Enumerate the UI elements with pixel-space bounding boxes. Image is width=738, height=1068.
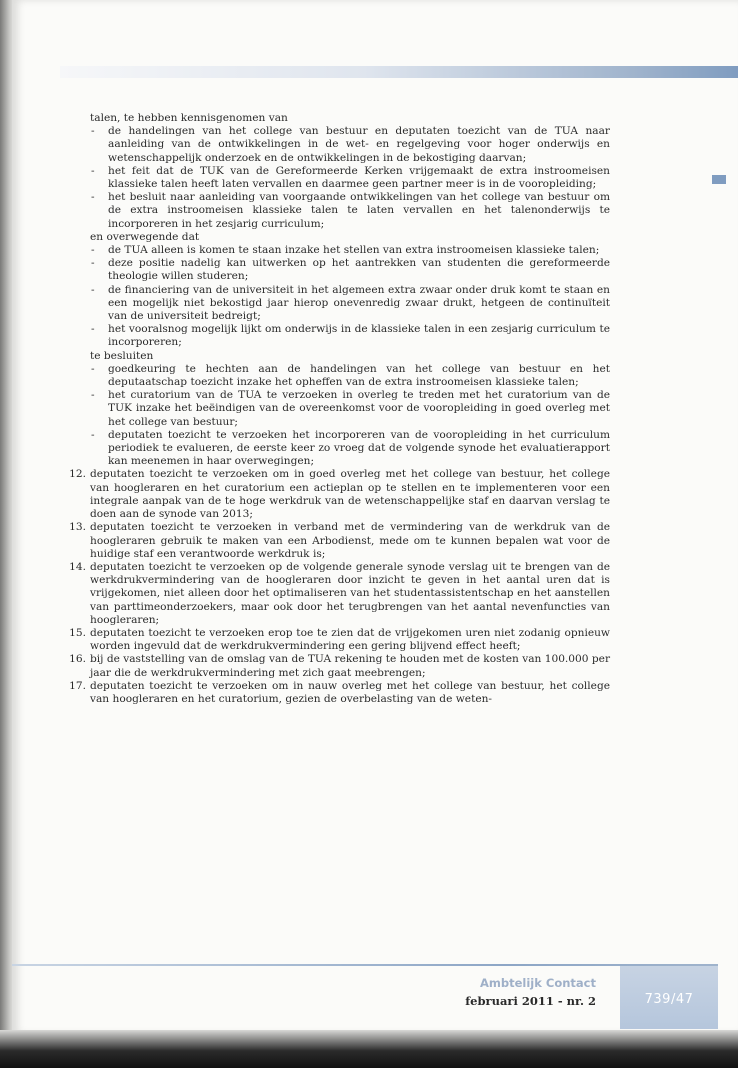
intro-line: talen, te hebben kennisgenomen van [90,112,288,124]
side-tab-marker [712,175,726,184]
list-item: - deze positie nadelig kan uitwerken op het aantrekken van studenten die gereformeerde theologie willen studeren; [91,257,610,283]
numbered-item: 14. deputaten toezicht te verzoeken op de volgende generale synode verslag uit te brengen van de werkdrukvermindering van de hoogleraren door inzicht te geven in het aantal uren dat is vrijgekomen, niet alleen door het optimaliseren van het studentassistentschap en het aanstellen van parttimeonderzoekers, maar ook door het terugbrengen van het aantal nevenfuncties van hoogleraren; [69,560,610,626]
overwegende-list [58,244,610,350]
list-item: - het feit dat de TUK van de Gereformeerde Kerken vrijgemaakt de extra instroomeisen klassieke talen heeft laten vervallen en daarmee geen partner meer is in de vooropleiding; [91,164,610,191]
list-item: - deputaten toezicht te verzoeken het incorporeren van de vooropleiding in het curriculum periodiek te evalueren, de eerste keer zo vroeg dat de volgende synode het evaluatierapport kan meenemen in haar overwegingen; [91,428,610,468]
numbered-item: 15. deputaten toezicht te verzoeken erop toe te zien dat de vrijgekomen uren niet zodanig opnieuw worden ingevuld dat de werkdrukvermindering een gering blijvend effect heeft; [69,626,610,653]
page-number: 739/47 [644,992,694,1007]
numbered-list [58,468,610,706]
footer-rule [12,964,718,966]
kennisgenomen-list [58,125,610,231]
numbered-item: 13. deputaten toezicht te verzoeken in verband met de vermindering van de werkdruk van de hoogleraren gebruik te maken van een Arbodienst, mede om te kunnen bepalen wat voor de huidige staf een verantwoorde werkdruk is; [69,521,610,560]
list-item: - het vooralsnog mogelijk lijkt om onderwijs in de klassieke talen in een zesjarig curriculum te incorporeren; [91,323,610,349]
bottom-dark-edge [0,1030,738,1068]
list-item: - het curatorium van de TUA te verzoeken in overleg te treden met het curatorium van de TUK inzake het beëindigen van de overeenkomst voor de vooropleiding in goed overleg met het college van bestuur; [91,389,610,428]
numbered-item: 12. deputaten toezicht te verzoeken om in goed overleg met het college van bestuur, het college van hoogleraren en het curatorium een actieplan op te stellen en te implementeren voor een integrale aanpak van de te hoge werkdruk van de wetenschappelijke staf en daarvan verslag te doen aan de synode van 2013; [69,468,610,521]
list-item: - het besluit naar aanleiding van voorgaande ontwikkelingen van het college van bestuur om de extra instroomeisen klassieke talen te laten vervallen en het talenonderwijs te incorporeren in het zesjarig curriculum; [91,191,610,230]
list-item: - de handelingen van het college van bestuur en deputaten toezicht van de TUA naar aanleiding van de ontwikkelingen in de wet- en regelgeving voor hoger onderwijs en wetenschappelijk onderzoek en de ontwikkelingen in de bekostiging daarvan; [91,125,610,164]
besluiten-list [58,363,610,469]
list-item: - de TUA alleen is komen te staan inzake het stellen van extra instroomeisen klassieke talen; [91,244,600,257]
header-accent-bar [60,66,738,78]
document-body [58,112,610,706]
numbered-item: 17. deputaten toezicht te verzoeken om in nauw overleg met het college van bestuur, het college van hoogleraren en het curatorium, gezien de overbelasting van de weten- [69,679,610,705]
publication-title: Ambtelijk Contact [480,976,596,990]
overwegende-heading: en overwegende dat [90,230,200,243]
numbered-item: 16. bij de vaststelling van de omslag van de TUA rekening te houden met de kosten van 100.000 per jaar die de werkdrukvermindering met zich gaat meebrengen; [69,653,611,679]
list-item: - goedkeuring te hechten aan de handelingen van het college van bestuur en het deputaatschap toezicht inzake het opheffen van de extra instroomeisen klassieke talen; [91,362,610,389]
issue-label: februari 2011 - nr. 2 [465,994,596,1008]
besluiten-heading: te besluiten [90,349,154,362]
list-item: - de financiering van de universiteit in het algemeen extra zwaar onder druk komt te staan en een mogelijk niet bekostigd jaar hierop onevenredig zwaar drukt, hetgeen de continuïteit van de universiteit bedreigt; [91,283,610,323]
